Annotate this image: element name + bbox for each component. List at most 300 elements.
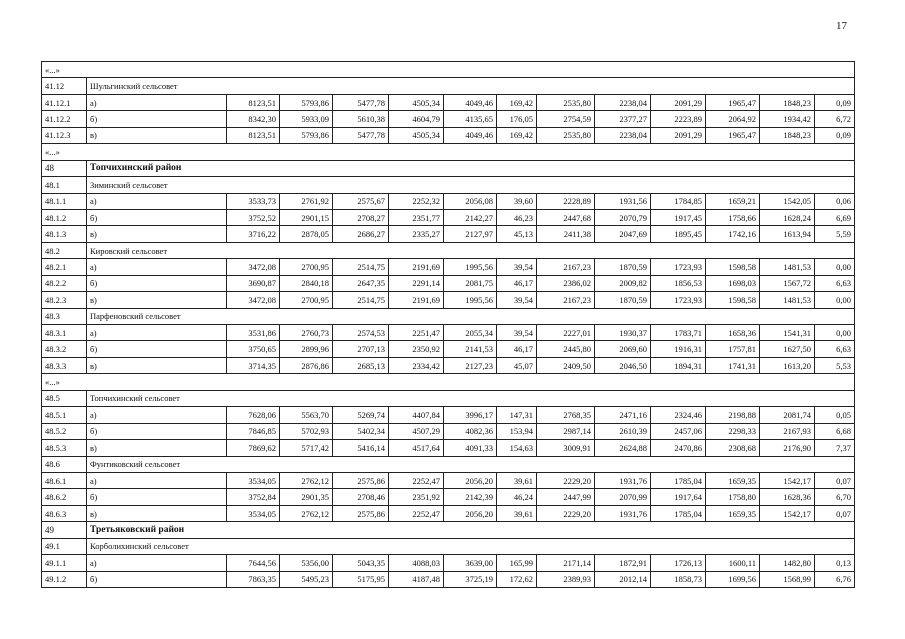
- value-cell: 3690,87: [227, 275, 280, 291]
- value-cell: 2191,69: [389, 259, 444, 275]
- value-cell: 169,42: [497, 127, 537, 143]
- value-cell: 39,61: [497, 505, 537, 521]
- value-cell: 2350,92: [389, 341, 444, 357]
- row-label: б): [87, 111, 227, 127]
- value-cell: 2411,38: [537, 226, 595, 242]
- row-label: б): [87, 209, 227, 225]
- value-cell: 1931,76: [595, 472, 651, 488]
- value-cell: 39,54: [497, 325, 537, 341]
- value-cell: 39,60: [497, 193, 537, 209]
- value-cell: 7863,35: [227, 571, 280, 587]
- value-cell: 46,17: [497, 341, 537, 357]
- value-cell: 2762,12: [280, 505, 333, 521]
- value-cell: 1542,05: [760, 193, 815, 209]
- value-cell: 2876,86: [280, 357, 333, 373]
- value-cell: 1699,56: [706, 571, 760, 587]
- data-row: [42, 325, 855, 341]
- value-cell: 1965,47: [706, 94, 760, 110]
- row-label: а): [87, 555, 227, 571]
- value-cell: 172,62: [497, 571, 537, 587]
- group-name: Парфеновский сельсовет: [87, 308, 855, 324]
- data-row: [42, 440, 855, 456]
- value-cell: 0,05: [815, 407, 855, 423]
- value-cell: 6,76: [815, 571, 855, 587]
- row-label: б): [87, 571, 227, 587]
- row-label: а): [87, 472, 227, 488]
- value-cell: 3750,65: [227, 341, 280, 357]
- row-label: б): [87, 489, 227, 505]
- value-cell: 8342,30: [227, 111, 280, 127]
- value-cell: 2514,75: [333, 292, 389, 308]
- value-cell: 4505,34: [389, 127, 444, 143]
- data-row: [42, 407, 855, 423]
- row-code: 41.12.3: [42, 127, 87, 143]
- value-cell: 5563,70: [280, 407, 333, 423]
- group-row: [42, 177, 855, 193]
- row-label: а): [87, 193, 227, 209]
- value-cell: 5477,78: [333, 127, 389, 143]
- ellipsis-row: [42, 144, 855, 160]
- value-cell: 1757,81: [706, 341, 760, 357]
- group-row: [42, 456, 855, 472]
- ellipsis-fill: [87, 62, 855, 78]
- data-row: [42, 292, 855, 308]
- value-cell: 2470,86: [651, 440, 706, 456]
- value-cell: 45,13: [497, 226, 537, 242]
- value-cell: 2514,75: [333, 259, 389, 275]
- value-cell: 2251,47: [389, 325, 444, 341]
- value-cell: 2238,04: [595, 127, 651, 143]
- value-cell: 5175,95: [333, 571, 389, 587]
- row-code: 48.6.1: [42, 472, 87, 488]
- value-cell: 4507,29: [389, 423, 444, 439]
- data-row: [42, 472, 855, 488]
- row-label: в): [87, 505, 227, 521]
- value-cell: 1931,76: [595, 505, 651, 521]
- group-row: [42, 78, 855, 94]
- value-cell: 2610,39: [595, 423, 651, 439]
- group-name: Корболихинский сельсовет: [87, 538, 855, 554]
- value-cell: 1858,73: [651, 571, 706, 587]
- value-cell: 2447,99: [537, 489, 595, 505]
- value-cell: 6,70: [815, 489, 855, 505]
- value-cell: 5717,42: [280, 440, 333, 456]
- value-cell: 1600,11: [706, 555, 760, 571]
- value-cell: 39,54: [497, 292, 537, 308]
- value-cell: 1934,42: [760, 111, 815, 127]
- value-cell: 0,09: [815, 94, 855, 110]
- value-cell: 2291,14: [389, 275, 444, 291]
- group-name: Зиминский сельсовет: [87, 177, 855, 193]
- value-cell: 2141,53: [444, 341, 497, 357]
- value-cell: 2447,68: [537, 209, 595, 225]
- value-cell: 3472,08: [227, 292, 280, 308]
- value-cell: 2335,27: [389, 226, 444, 242]
- value-cell: 1613,94: [760, 226, 815, 242]
- ellipsis-marker: «...»: [42, 374, 87, 390]
- value-cell: 2198,88: [706, 407, 760, 423]
- data-row: [42, 94, 855, 110]
- value-cell: 2229,20: [537, 472, 595, 488]
- value-cell: 2176,90: [760, 440, 815, 456]
- value-cell: 1723,93: [651, 259, 706, 275]
- value-cell: 1784,85: [651, 193, 706, 209]
- value-cell: 3534,05: [227, 505, 280, 521]
- data-row: [42, 555, 855, 571]
- value-cell: 1726,13: [651, 555, 706, 571]
- value-cell: 2686,27: [333, 226, 389, 242]
- row-label: в): [87, 127, 227, 143]
- row-label: в): [87, 226, 227, 242]
- value-cell: 2761,92: [280, 193, 333, 209]
- value-cell: 2142,39: [444, 489, 497, 505]
- value-cell: 1917,64: [651, 489, 706, 505]
- value-cell: 2707,13: [333, 341, 389, 357]
- value-cell: 1723,93: [651, 292, 706, 308]
- value-cell: 2708,27: [333, 209, 389, 225]
- district-name: Третьяковский район: [87, 522, 855, 538]
- value-cell: 2167,23: [537, 292, 595, 308]
- value-cell: 5269,74: [333, 407, 389, 423]
- value-cell: 2298,33: [706, 423, 760, 439]
- value-cell: 2047,69: [595, 226, 651, 242]
- value-cell: 2377,27: [595, 111, 651, 127]
- value-cell: 2457,06: [651, 423, 706, 439]
- value-cell: 2252,32: [389, 193, 444, 209]
- row-code: 49.1.1: [42, 555, 87, 571]
- value-cell: 2768,35: [537, 407, 595, 423]
- value-cell: 4604,79: [389, 111, 444, 127]
- value-cell: 154,63: [497, 440, 537, 456]
- row-code: 48.1.1: [42, 193, 87, 209]
- value-cell: 2167,93: [760, 423, 815, 439]
- value-cell: 0,00: [815, 292, 855, 308]
- data-row: [42, 505, 855, 521]
- ellipsis-row: [42, 374, 855, 390]
- value-cell: 2308,68: [706, 440, 760, 456]
- row-label: б): [87, 341, 227, 357]
- value-cell: 0,07: [815, 505, 855, 521]
- group-code: 41.12: [42, 78, 87, 94]
- value-cell: 46,23: [497, 209, 537, 225]
- row-code: 48.6.3: [42, 505, 87, 521]
- value-cell: 2223,89: [651, 111, 706, 127]
- value-cell: 2127,97: [444, 226, 497, 242]
- value-cell: 2171,14: [537, 555, 595, 571]
- district-row: [42, 522, 855, 538]
- row-code: 48.2.2: [42, 275, 87, 291]
- ellipsis-fill: [87, 144, 855, 160]
- row-code: 48.2.3: [42, 292, 87, 308]
- value-cell: 6,72: [815, 111, 855, 127]
- value-cell: 1785,04: [651, 505, 706, 521]
- value-cell: 5416,14: [333, 440, 389, 456]
- value-cell: 1856,53: [651, 275, 706, 291]
- value-cell: 1848,23: [760, 94, 815, 110]
- row-code: 48.6.2: [42, 489, 87, 505]
- value-cell: 4505,34: [389, 94, 444, 110]
- value-cell: 8123,51: [227, 94, 280, 110]
- group-row: [42, 538, 855, 554]
- value-cell: 2081,75: [444, 275, 497, 291]
- value-cell: 2229,20: [537, 505, 595, 521]
- value-cell: 4135,65: [444, 111, 497, 127]
- group-name: Кировский сельсовет: [87, 242, 855, 258]
- value-cell: 1542,17: [760, 505, 815, 521]
- data-row: [42, 193, 855, 209]
- value-cell: 0,09: [815, 127, 855, 143]
- value-cell: 2899,96: [280, 341, 333, 357]
- value-cell: 7628,06: [227, 407, 280, 423]
- value-cell: 39,61: [497, 472, 537, 488]
- value-cell: 2471,16: [595, 407, 651, 423]
- data-row: [42, 259, 855, 275]
- value-cell: 2064,92: [706, 111, 760, 127]
- value-cell: 2056,20: [444, 505, 497, 521]
- value-cell: 2575,67: [333, 193, 389, 209]
- value-cell: 147,31: [497, 407, 537, 423]
- value-cell: 2334,42: [389, 357, 444, 373]
- value-cell: 2901,15: [280, 209, 333, 225]
- value-cell: 4049,46: [444, 94, 497, 110]
- value-cell: 2324,46: [651, 407, 706, 423]
- value-cell: 1848,23: [760, 127, 815, 143]
- value-cell: 8123,51: [227, 127, 280, 143]
- row-code: 49.1.2: [42, 571, 87, 587]
- row-label: а): [87, 407, 227, 423]
- value-cell: 5793,86: [280, 127, 333, 143]
- value-cell: 2227,01: [537, 325, 595, 341]
- value-cell: 2901,35: [280, 489, 333, 505]
- value-cell: 1785,04: [651, 472, 706, 488]
- value-cell: 39,54: [497, 259, 537, 275]
- value-cell: 2575,86: [333, 505, 389, 521]
- data-row: [42, 209, 855, 225]
- value-cell: 3534,05: [227, 472, 280, 488]
- value-cell: 3996,17: [444, 407, 497, 423]
- value-cell: 5610,38: [333, 111, 389, 127]
- value-cell: 4088,03: [389, 555, 444, 571]
- value-cell: 4091,33: [444, 440, 497, 456]
- row-label: в): [87, 440, 227, 456]
- value-cell: 2685,13: [333, 357, 389, 373]
- data-row: [42, 341, 855, 357]
- group-name: Фунтиковский сельсовет: [87, 456, 855, 472]
- value-cell: 0,13: [815, 555, 855, 571]
- row-code: 48.3.1: [42, 325, 87, 341]
- value-cell: 1481,53: [760, 259, 815, 275]
- value-cell: 176,05: [497, 111, 537, 127]
- value-cell: 45,07: [497, 357, 537, 373]
- value-cell: 3725,19: [444, 571, 497, 587]
- row-code: 48.5.3: [42, 440, 87, 456]
- value-cell: 2389,93: [537, 571, 595, 587]
- value-cell: 1916,31: [651, 341, 706, 357]
- group-code: 48.2: [42, 242, 87, 258]
- value-cell: 2878,05: [280, 226, 333, 242]
- value-cell: 165,99: [497, 555, 537, 571]
- value-cell: 2840,18: [280, 275, 333, 291]
- value-cell: 1758,66: [706, 209, 760, 225]
- value-cell: 5356,00: [280, 555, 333, 571]
- group-code: 48.1: [42, 177, 87, 193]
- value-cell: 2070,79: [595, 209, 651, 225]
- value-cell: 5793,86: [280, 94, 333, 110]
- value-cell: 2091,29: [651, 94, 706, 110]
- value-cell: 3716,22: [227, 226, 280, 242]
- value-cell: 2009,82: [595, 275, 651, 291]
- value-cell: 1598,58: [706, 259, 760, 275]
- row-code: 41.12.2: [42, 111, 87, 127]
- value-cell: 2091,29: [651, 127, 706, 143]
- value-cell: 3472,08: [227, 259, 280, 275]
- value-cell: 1995,56: [444, 259, 497, 275]
- value-cell: 0,00: [815, 259, 855, 275]
- row-label: б): [87, 275, 227, 291]
- value-cell: 2056,08: [444, 193, 497, 209]
- value-cell: 1568,99: [760, 571, 815, 587]
- value-cell: 2228,89: [537, 193, 595, 209]
- ellipsis-fill: [87, 374, 855, 390]
- row-code: 48.1.2: [42, 209, 87, 225]
- group-code: 48.6: [42, 456, 87, 472]
- value-cell: 2445,80: [537, 341, 595, 357]
- value-cell: 46,24: [497, 489, 537, 505]
- value-cell: 0,06: [815, 193, 855, 209]
- value-cell: 5,53: [815, 357, 855, 373]
- value-cell: 1658,36: [706, 325, 760, 341]
- value-cell: 1742,16: [706, 226, 760, 242]
- page-number: 17: [836, 20, 847, 32]
- group-row: [42, 308, 855, 324]
- value-cell: 6,69: [815, 209, 855, 225]
- row-code: 48.3.2: [42, 341, 87, 357]
- value-cell: 2055,34: [444, 325, 497, 341]
- value-cell: 3009,91: [537, 440, 595, 456]
- value-cell: 2700,95: [280, 292, 333, 308]
- row-label: а): [87, 94, 227, 110]
- value-cell: 1995,56: [444, 292, 497, 308]
- value-cell: 1870,59: [595, 292, 651, 308]
- value-cell: 4049,46: [444, 127, 497, 143]
- ellipsis-marker: «...»: [42, 62, 87, 78]
- value-cell: 2252,47: [389, 505, 444, 521]
- row-code: 48.5.1: [42, 407, 87, 423]
- value-cell: 169,42: [497, 94, 537, 110]
- district-code: 49: [42, 522, 87, 538]
- value-cell: 2624,88: [595, 440, 651, 456]
- value-cell: 5495,23: [280, 571, 333, 587]
- value-cell: 1482,80: [760, 555, 815, 571]
- data-row: [42, 423, 855, 439]
- value-cell: 46,17: [497, 275, 537, 291]
- value-cell: 1627,50: [760, 341, 815, 357]
- value-cell: 1598,58: [706, 292, 760, 308]
- row-code: 48.5.2: [42, 423, 87, 439]
- value-cell: 2142,27: [444, 209, 497, 225]
- value-cell: 2700,95: [280, 259, 333, 275]
- value-cell: 2647,35: [333, 275, 389, 291]
- data-row: [42, 571, 855, 587]
- value-cell: 2535,80: [537, 127, 595, 143]
- value-cell: 2252,47: [389, 472, 444, 488]
- data-row: [42, 127, 855, 143]
- value-cell: 2012,14: [595, 571, 651, 587]
- data-row: [42, 226, 855, 242]
- value-cell: 1659,35: [706, 505, 760, 521]
- group-row: [42, 242, 855, 258]
- value-cell: 6,63: [815, 275, 855, 291]
- value-cell: 1872,91: [595, 555, 651, 571]
- data-row: [42, 489, 855, 505]
- value-cell: 2535,80: [537, 94, 595, 110]
- value-cell: 7869,62: [227, 440, 280, 456]
- value-cell: 4407,84: [389, 407, 444, 423]
- value-cell: 1895,45: [651, 226, 706, 242]
- value-cell: 2191,69: [389, 292, 444, 308]
- value-cell: 1541,31: [760, 325, 815, 341]
- value-cell: 2708,46: [333, 489, 389, 505]
- value-cell: 4187,48: [389, 571, 444, 587]
- value-cell: 4082,36: [444, 423, 497, 439]
- group-code: 48.3: [42, 308, 87, 324]
- value-cell: 2575,86: [333, 472, 389, 488]
- value-cell: 5402,34: [333, 423, 389, 439]
- value-cell: 1917,45: [651, 209, 706, 225]
- value-cell: 3752,84: [227, 489, 280, 505]
- value-cell: 1659,35: [706, 472, 760, 488]
- group-name: Топчихинский сельсовет: [87, 390, 855, 406]
- value-cell: 1481,53: [760, 292, 815, 308]
- value-cell: 6,68: [815, 423, 855, 439]
- row-label: в): [87, 357, 227, 373]
- value-cell: 4517,64: [389, 440, 444, 456]
- value-cell: 3639,00: [444, 555, 497, 571]
- tariff-table: [41, 61, 855, 588]
- value-cell: 3752,52: [227, 209, 280, 225]
- value-cell: 6,63: [815, 341, 855, 357]
- value-cell: 1965,47: [706, 127, 760, 143]
- value-cell: 3714,35: [227, 357, 280, 373]
- value-cell: 1894,31: [651, 357, 706, 373]
- group-code: 49.1: [42, 538, 87, 554]
- data-row: [42, 357, 855, 373]
- row-label: б): [87, 423, 227, 439]
- district-row: [42, 160, 855, 176]
- value-cell: 2762,12: [280, 472, 333, 488]
- value-cell: 7846,85: [227, 423, 280, 439]
- value-cell: 1567,72: [760, 275, 815, 291]
- data-row: [42, 111, 855, 127]
- data-row: [42, 275, 855, 291]
- value-cell: 1870,59: [595, 259, 651, 275]
- value-cell: 2081,74: [760, 407, 815, 423]
- value-cell: 1698,03: [706, 275, 760, 291]
- ellipsis-marker: «...»: [42, 144, 87, 160]
- row-code: 48.2.1: [42, 259, 87, 275]
- value-cell: 2238,04: [595, 94, 651, 110]
- value-cell: 2574,53: [333, 325, 389, 341]
- value-cell: 0,00: [815, 325, 855, 341]
- row-label: в): [87, 292, 227, 308]
- value-cell: 1659,21: [706, 193, 760, 209]
- value-cell: 5,59: [815, 226, 855, 242]
- value-cell: 1783,71: [651, 325, 706, 341]
- value-cell: 2760,73: [280, 325, 333, 341]
- value-cell: 5043,35: [333, 555, 389, 571]
- value-cell: 2167,23: [537, 259, 595, 275]
- row-label: а): [87, 325, 227, 341]
